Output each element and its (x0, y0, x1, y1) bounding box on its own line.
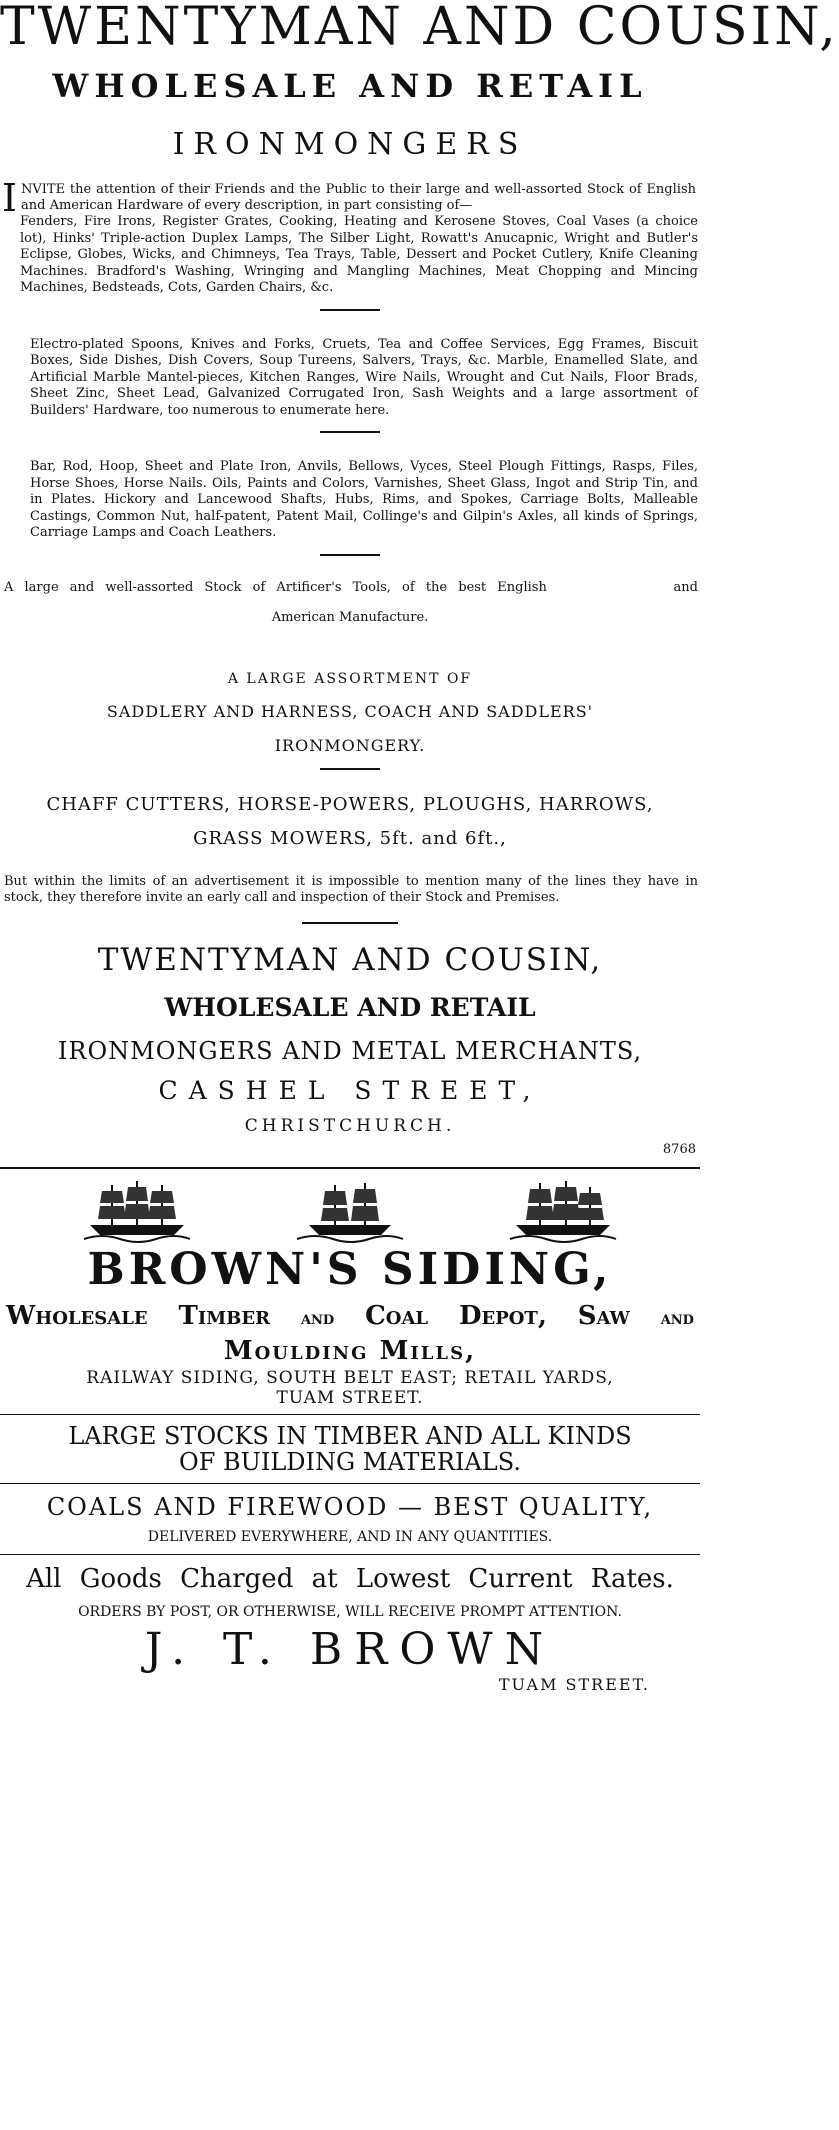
saddlery-line: SADDLERY AND HARNESS, COACH AND SADDLERS' (106, 701, 594, 721)
ad-footer (0, 940, 700, 1157)
browns-siding-ad (0, 1179, 700, 1695)
delivered-line: DELIVERED EVERYWHERE, AND IN ANY QUANTITIES. (147, 1528, 553, 1545)
depot-word: Saw (577, 1300, 630, 1331)
section-divider (320, 431, 380, 433)
depot-word: Coal (365, 1300, 429, 1331)
chaff-line: CHAFF CUTTERS, HORSE-POWERS, PLOUGHS, HARROWS, (46, 793, 654, 815)
intro-paragraph (2, 176, 696, 220)
footer-firm: TWENTYMAN AND COUSIN, (97, 941, 603, 978)
firm-heading: TWENTYMAN AND COUSIN, (0, 0, 839, 57)
closing-paragraph: But within the limits of an advertisement it is impossible to mention many of the lines they have in stock, they therefore invite an early call and inspection of their Stock and Premises. (4, 873, 698, 905)
footer-business: WHOLESALE AND RETAIL (164, 992, 536, 1022)
section-divider (320, 309, 380, 311)
section-divider (302, 922, 398, 924)
sailing-ship-icon (508, 1179, 618, 1243)
saddlery-line: A LARGE ASSORTMENT OF (227, 670, 473, 687)
drop-cap: I (2, 176, 18, 220)
depot-word: and (300, 1307, 335, 1329)
sailing-ship-icon (295, 1179, 405, 1243)
product-list-iron: Bar, Rod, Hoop, Sheet and Plate Iron, Anvils, Bellows, Vyces, Steel Plough Fittings, Rasps, Files, Horse Shoes, Horse Nails. Oils, Paints and Colors, Varnishes, Sheet Glass, Ingot and Strip Tin, and in Plates. Hickory and Lancewood Shafts, Hubs, Rims, and Spokes, Carriage Bolts, Malleable Castings, Common Nut, half-patent, Patent Mail, Collinge's and Gilpin's Axles, all kinds of Springs, Carriage Lamps and Coach Leathers. (30, 459, 698, 540)
proprietor-name: J. T. BROWN (144, 1623, 556, 1675)
section-divider (320, 768, 380, 770)
depot-word: Wholesale (6, 1300, 148, 1331)
stocks-line: LARGE STOCKS IN TIMBER AND ALL KINDS (68, 1421, 632, 1450)
saddlery-block (0, 670, 700, 756)
coals-line: COALS AND FIREWOOD — BEST QUALITY, (46, 1492, 654, 1521)
ad-number: 8768 (662, 1141, 696, 1157)
business-heading: WHOLESALE AND RETAIL (52, 67, 648, 105)
intro-text: NVITE the attention of their Friends and the Public to their large and well-assorted Stock of English and American Hardware of every description, in part consisting of— (21, 182, 696, 213)
tools-line: A large and well-assorted Stock of Artificer's Tools, of the best English (4, 579, 547, 595)
ships-row (0, 1179, 700, 1243)
footer-city: CHRISTCHURCH. (244, 1115, 456, 1136)
saddlery-line: IRONMONGERY. (274, 735, 426, 755)
mills-line: Moulding Mills, (223, 1335, 477, 1366)
depot-line (0, 1299, 700, 1336)
section-divider (0, 1554, 700, 1555)
footer-street: CASHEL STREET, (158, 1075, 542, 1105)
stocks-line: OF BUILDING MATERIALS. (179, 1447, 521, 1476)
proprietor-address: TUAM STREET. (498, 1674, 650, 1694)
column-rule (0, 1167, 700, 1169)
railway-line-2: TUAM STREET. (276, 1387, 424, 1408)
depot-word: Depot, (458, 1300, 547, 1331)
product-list-plate: Electro-plated Spoons, Knives and Forks, Cruets, Tea and Coffee Services, Egg Frames, Biscuit Boxes, Side Dishes, Dish Covers, Soup Tureens, Salvers, Trays, &c. Marble, Enamelled Slate, and Artificial Marble Mantel-pieces, Kitchen Ranges, Wire Nails, Wrought and Cut Nails, Floor Brads, Sheet Zinc, Sheet Lead, Galvanized Corrugated Iron, Sash Weights and a large assortment of Builders' Hardware, too numerous to enumerate here. (30, 336, 698, 418)
chaff-block (0, 794, 700, 850)
goods-line: All Goods Charged at Lowest Current Rates. (26, 1563, 674, 1594)
browns-title: BROWN'S SIDING, (87, 1243, 613, 1295)
section-divider (0, 1414, 700, 1415)
depot-word: and (660, 1307, 694, 1329)
tools-join: and (673, 579, 698, 595)
depot-word: Timber (178, 1300, 271, 1331)
sailing-ship-icon (82, 1179, 192, 1243)
footer-trade: IRONMONGERS AND METAL MERCHANTS, (57, 1036, 643, 1065)
tools-line-2: American Manufacture. (271, 609, 429, 625)
tools-paragraph (0, 580, 700, 626)
product-list-stoves: Fenders, Fire Irons, Register Grates, Cooking, Heating and Kerosene Stoves, Coal Vases (a choice lot), Hinks' Triple-action Duplex Lamps, The Silber Light, Rowatt's Anucapnic, Wright and Butler's Eclipse, Globes, Wicks, and Chimneys, Tea Trays, Table, Dessert and Pocket Cutlery, Knife Cleaning Machines. Bradford's Washing, Wringing and Mangling Machines, Meat Chopping and Mincing Machines, Bedsteads, Cots, Garden Chairs, &c. (20, 214, 698, 295)
trade-heading: IRONMONGERS (172, 127, 528, 162)
section-divider (0, 1483, 700, 1484)
chaff-line: GRASS MOWERS, 5ft. and 6ft., (193, 827, 507, 849)
railway-line: RAILWAY SIDING, SOUTH BELT EAST; RETAIL YARDS, (86, 1367, 614, 1388)
orders-line: ORDERS BY POST, OR OTHERWISE, WILL RECEIVE PROMPT ATTENTION. (78, 1603, 622, 1620)
section-divider (320, 554, 380, 556)
